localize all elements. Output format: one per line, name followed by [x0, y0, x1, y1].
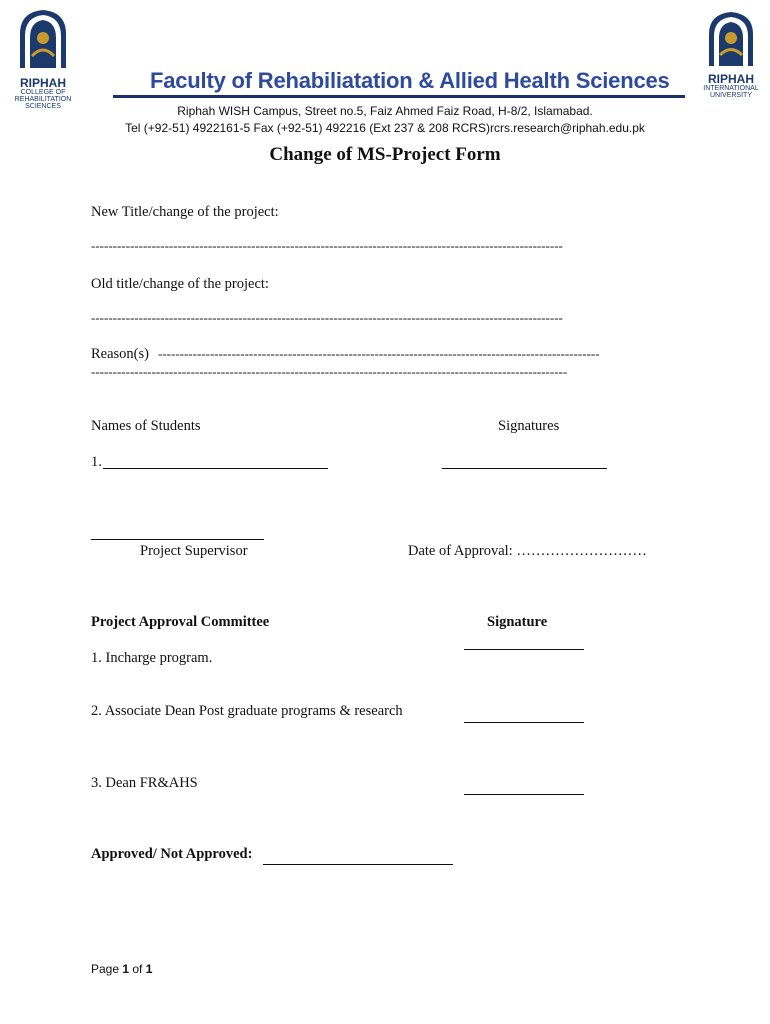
associate-dean-signature-line[interactable]	[464, 722, 584, 723]
student-1-label: 1.	[91, 454, 102, 470]
page-of: of	[129, 962, 146, 976]
committee-item-3: 3. Dean FR&AHS	[91, 775, 198, 791]
student-1-signature-line[interactable]	[442, 468, 607, 469]
right-logo-line3: UNIVERSITY	[709, 92, 752, 99]
faculty-heading: Faculty of Rehabiliatation & Allied Health Sciences	[150, 68, 670, 93]
committee-item-2: 2. Associate Dean Post graduate programs & research	[91, 703, 403, 719]
old-title-field[interactable]: -------------------------------------------------------------------------------------------------------------	[91, 310, 563, 325]
old-title-label: Old title/change of the project:	[91, 276, 269, 292]
right-logo-line2: INTERNATIONAL	[703, 85, 759, 92]
names-of-students-label: Names of Students	[91, 418, 201, 434]
page-current: 1	[122, 962, 130, 976]
riphah-college-logo	[8, 8, 78, 108]
signatures-label: Signatures	[498, 418, 560, 434]
riphah-university-logo	[697, 10, 765, 100]
left-logo-line2: COLLEGE OF	[20, 89, 66, 96]
new-title-label: New Title/change of the project:	[91, 204, 279, 220]
reasons-field-line-2[interactable]: --------------------------------------------------------------------------------------------------------------	[91, 364, 568, 379]
approval-status-line[interactable]	[263, 864, 453, 865]
reasons-label: Reason(s)	[91, 346, 149, 362]
right-logo-line1: RIPHAH	[707, 72, 754, 86]
address-line-2: Tel (+92-51) 4922161-5 Fax (+92-51) 492216 (Ext 237 & 208 RCRS)rcrs.research@riphah.edu.pk	[125, 121, 645, 135]
form-title: Change of MS-Project Form	[269, 144, 501, 165]
approved-not-approved-label: Approved/ Not Approved:	[91, 846, 253, 862]
supervisor-signature-line[interactable]	[91, 539, 264, 540]
page-total: 1	[145, 962, 153, 976]
approval-committee-heading: Project Approval Committee	[91, 614, 270, 630]
left-logo-line3: REHABILITATION	[14, 96, 72, 103]
reasons-field-line-1[interactable]: ------------------------------------------------------------------------------------------------------	[158, 346, 600, 361]
project-supervisor-label: Project Supervisor	[140, 543, 248, 559]
riphah-arch-emblem-icon	[8, 8, 78, 70]
new-title-field[interactable]: -------------------------------------------------------------------------------------------------------------	[91, 238, 563, 253]
committee-item-1: 1. Incharge program.	[91, 650, 213, 666]
page-prefix: Page	[91, 962, 123, 976]
page-number	[91, 962, 152, 976]
student-1-name-line[interactable]	[103, 468, 328, 469]
left-logo-line4: SCIENCES	[25, 103, 61, 110]
riphah-arch-emblem-icon	[697, 10, 765, 68]
address-line-1: Riphah WISH Campus, Street no.5, Faiz Ahmed Faiz Road, H-8/2, Islamabad.	[177, 104, 593, 118]
dean-signature-line[interactable]	[464, 794, 584, 795]
incharge-signature-line[interactable]	[464, 649, 584, 650]
signature-heading: Signature	[487, 614, 548, 630]
date-of-approval-label[interactable]: Date of Approval: ………………………	[408, 543, 647, 559]
header-rule	[113, 95, 685, 98]
left-logo-line1: RIPHAH	[19, 76, 66, 90]
